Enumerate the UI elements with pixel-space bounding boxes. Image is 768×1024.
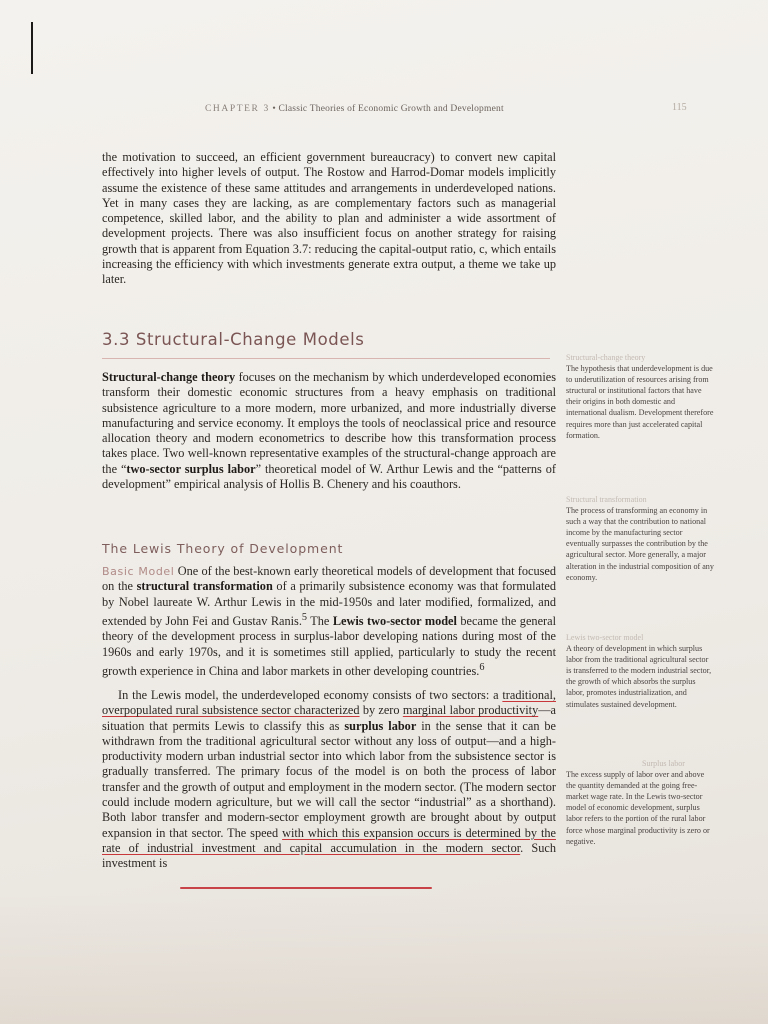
sidebar-definition: The process of transforming an economy in such a way that the contribution to national income by the manufacturing sector eventually surpasses the contribution by the agricultural sector. More generally, a major alteration in the industrial composition of any economy. [566, 506, 714, 582]
term-surplus-labor: surplus labor [344, 718, 417, 733]
lewis-text-3: —a situation that permits Lewis to classify this as [102, 703, 556, 733]
intro-text: the motivation to succeed, an efficient government bureaucracy) to convert new capital effectively into higher levels of output. The Rostow and Harrod-Domar models implicitly assume the existence of these same attitudes and arrangements in underdeveloped nations. Yet in many cases they are lacking, as are complementary factors such as managerial competence, skilled labor, and the ability to plan and administer a wide assortment of development projects. There was also insufficient focus on another strategy for raising growth that is apparent from Equation 3.7: reducing the capital-output ratio, c, which entails increasing the efficiency with which investments generate extra output, a theme we take up later. [102, 150, 556, 287]
sidebar-term: Structural-change theory [566, 353, 646, 362]
running-head [205, 104, 635, 114]
running-head-separator: • [272, 104, 279, 114]
structural-text-a: focuses on the mechanism by which underdeveloped economies transform their domestic economic structures from a heavy emphasis on traditional subsistence agriculture to a more modern, more urbanized, and more industrially diverse manufacturing and service economy. It employs the tools of neoclassical price and resource allocation theory and modern econometrics to describe how this transformation process takes place. Two well-known representative examples of the structural-change approach are the “ [102, 370, 556, 476]
term-lewis-two-sector-model: Lewis two-sector model [332, 613, 457, 628]
sidebar-definition-surplus-labor [566, 758, 714, 847]
term-structural-change-theory: Structural-change theory [102, 370, 236, 384]
lewis-text-2: by zero [359, 703, 403, 718]
section-title: Structural-Change Models [135, 330, 365, 349]
basic-text-a: One of the best-known early theoretical models of development that focused on the [102, 564, 557, 594]
sidebar-term: Surplus labor [642, 759, 685, 768]
basic-text-d: became the general theory of the development process in surplus-labor developing nations during most of the 1960s and early 1970s, and it is sometimes still applied, particularly to study the recent growth experience in China and labor markets in other developing countries. [102, 613, 556, 678]
section-number: 3.3 [102, 330, 131, 349]
pen-underline-extra [180, 887, 432, 889]
underlined-traditional-sector: traditional, overpopulated rural subsistence sector characterized [102, 688, 556, 718]
lewis-text-5: . Such investment is [102, 840, 556, 871]
footnote-ref-5: 5 [301, 611, 308, 623]
sidebar-definition-structural-transformation [566, 494, 714, 583]
lewis-model-paragraph [102, 688, 556, 872]
underlined-marginal-labor-productivity: marginal labor productivity [402, 703, 539, 718]
term-structural-transformation: structural transformation [136, 579, 273, 594]
margin-pen-mark [31, 22, 33, 74]
basic-text-c: The [307, 613, 333, 628]
sidebar-term: Structural transformation [566, 495, 647, 504]
running-head-title: Classic Theories of Economic Growth and Development [278, 104, 504, 114]
page-shadow [0, 894, 768, 1024]
sidebar-definition-lewis-model [566, 632, 714, 710]
sidebar-definition: A theory of development in which surplus labor from the traditional agricultural sector is transferred to the modern industrial sector, the growth of which absorbs the surplus labor, promotes industrialization, and stimulates sustained development. [566, 644, 712, 709]
structural-text-b: ” theoretical model of W. Arthur Lewis and the “patterns of development” empirical analysis of Hollis B. Chenery and his coauthors. [102, 461, 556, 492]
sidebar-term: Lewis two-sector model [566, 633, 644, 642]
underlined-expansion-rate: with which this expansion occurs is determined by the rate of industrial investment and capital accumulation in the modern sector [102, 825, 556, 855]
structural-change-paragraph [102, 370, 556, 492]
sidebar-definition: The excess supply of labor over and above the quantity demanded at the going free-market wage rate. In the Lewis two-sector model of economic development, surplus labor refers to the portion of the rural labor force whose marginal productivity is zero or negative. [566, 770, 710, 846]
lewis-theory-heading: The Lewis Theory of Development [102, 541, 344, 556]
sidebar-definition: The hypothesis that underdevelopment is due to underutilization of resources arising from structural or institutional factors that have their origins in both domestic and international dualism. Development therefore requires more than just accelerated capital formation. [566, 364, 714, 440]
basic-text-b: of a primarily subsistence economy was that formulated by Nobel laureate W. Arthur Lewis in the mid-1950s and later modified, formalized, and extended by John Fei and Gustav Ranis. [102, 579, 556, 628]
section-rule [102, 358, 550, 359]
sidebar-definition-structural-change [566, 352, 714, 441]
running-head-chapter: CHAPTER 3 [205, 104, 270, 114]
footnote-ref-6: 6 [479, 661, 485, 673]
basic-model-paragraph [102, 564, 556, 679]
intro-paragraph [102, 150, 556, 288]
lewis-text-1: In the Lewis model, the underdeveloped economy consists of two sectors: a [118, 688, 503, 702]
section-heading [102, 330, 364, 349]
basic-model-runin: Basic Model [102, 565, 175, 578]
page-number: 115 [672, 102, 687, 113]
lewis-text-4: in the sense that it can be withdrawn from the traditional agricultural sector without any loss of output—and a high-productivity modern urban industrial sector into which labor from the subsistence sector is gradually transferred. The primary focus of the model is on both the process of labor transfer and the growth of output and employment in the modern sector. (The modern sector could include modern agriculture, but we will call the sector “industrial” as a shorthand). Both labor transfer and modern-sector employment growth are brought about by output expansion in that sector. The speed [102, 718, 557, 840]
term-two-sector-surplus-labor: two-sector surplus labor [126, 461, 256, 476]
